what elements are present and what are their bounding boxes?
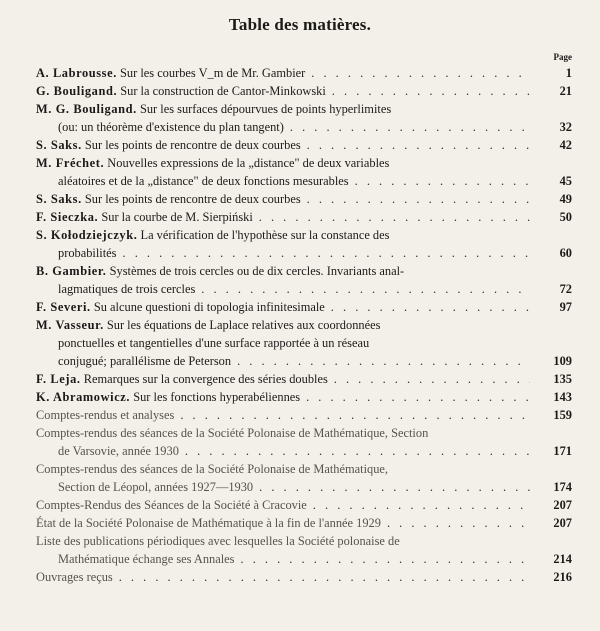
toc-title: Su alcune questioni di topologia infinitesimale [93,300,325,314]
toc-author: S. Saks. [36,138,82,152]
page-number: 143 [553,390,572,404]
page-number: 207 [553,516,572,530]
toc-author: M. Vasseur. [36,318,104,332]
page-number: 216 [553,570,572,584]
toc-entry-text [36,226,389,244]
toc-entry [36,226,572,262]
toc-title: Sur la construction de Cantor-Minkowski [120,84,326,98]
dot-leader [307,136,530,154]
toc-entry [36,406,572,424]
dot-leader [290,118,530,136]
toc-entry-line [36,568,572,586]
page-number: 97 [559,300,572,314]
toc-entry-text [58,550,235,568]
toc-entry-line [36,172,572,190]
toc-entry-text [36,82,326,100]
toc-title: Mathématique échange ses Annales [58,552,235,566]
toc-entry-line [36,262,572,280]
dot-leader [331,298,530,316]
toc-author: F. Severi. [36,300,91,314]
toc-title: Remarques sur la convergence des séries doubles [83,372,328,386]
toc-entry [36,460,572,496]
toc-entry [36,370,572,388]
toc-entry-line [36,82,572,100]
toc-entry-line [36,460,572,478]
toc-title: Systèmes de trois cercles ou de dix cercles. Invariants anal- [109,264,405,278]
toc-entry [36,496,572,514]
toc-list [36,64,572,586]
toc-entry-text [58,280,195,298]
toc-entry-line [36,298,572,316]
toc-entry-text [36,316,380,334]
toc-entry-line [36,370,572,388]
page-number: 109 [553,354,572,368]
dot-leader [311,64,530,82]
toc-entry-text [36,370,328,388]
page-number: 171 [553,444,572,458]
toc-author: G. Bouligand. [36,84,118,98]
toc-title: Liste des publications périodiques avec lesquelles la Société polonaise de [36,534,400,548]
page-number: 159 [553,408,572,422]
toc-entry-text [36,406,174,424]
page-column-header: Page [553,52,572,62]
toc-entry-line [36,550,572,568]
dot-leader [334,370,530,388]
toc-entry-line [36,100,572,118]
toc-title: Sur les points de rencontre de deux courbes [84,192,301,206]
page-number: 42 [559,138,572,152]
toc-entry-text [36,460,388,478]
dot-leader [123,244,531,262]
toc-title: de Varsovie, année 1930 [58,444,179,458]
dot-leader [259,208,530,226]
page-number: 50 [559,210,572,224]
toc-entry-line [36,334,572,352]
toc-entry-text [36,424,428,442]
toc-entry-line [36,478,572,496]
toc-title: Sur les équations de Laplace relatives aux coordonnées [106,318,381,332]
toc-entry-text [36,190,301,208]
page-number: 45 [559,174,572,188]
toc-entry [36,424,572,460]
toc-entry-line [36,244,572,262]
toc-entry-line [36,406,572,424]
toc-entry-line [36,352,572,370]
toc-entry-text [58,352,231,370]
dot-leader [241,550,530,568]
toc-entry-text [36,496,307,514]
page-number: 174 [553,480,572,494]
dot-leader [185,442,530,460]
toc-author: S. Kołodziejczyk. [36,228,138,242]
toc-author: M. Fréchet. [36,156,105,170]
dot-leader [313,496,530,514]
toc-title: Comptes-rendus des séances de la Société Polonaise de Mathématique, [36,462,389,476]
toc-title: ponctuelles et tangentielles d'une surface rapportée à un réseau [58,336,370,350]
page-number: 49 [559,192,572,206]
toc-entry-line [36,190,572,208]
toc-title: probabilités [58,246,117,260]
toc-entry-text [58,478,253,496]
page-number: 135 [553,372,572,386]
toc-title: Comptes-rendus et analyses [36,408,175,422]
toc-entry [36,82,572,100]
toc-entry [36,190,572,208]
toc-title: Sur les surfaces dépourvues de points hyperlimites [139,102,392,116]
toc-entry-text [36,100,391,118]
page-number: 207 [553,498,572,512]
toc-entry-line [36,136,572,154]
toc-entry-text [36,532,400,550]
toc-author: K. Abramowicz. [36,390,131,404]
toc-entry-line [36,64,572,82]
toc-entry-text [36,154,389,172]
toc-entry-text [36,208,253,226]
toc-entry-line [36,226,572,244]
toc-title: Sur les points de rencontre de deux courbes [84,138,301,152]
toc-entry [36,298,572,316]
toc-entry-text [36,298,325,316]
dot-leader [387,514,530,532]
toc-entry-text [36,388,300,406]
toc-title: Comptes-rendus des séances de la Société Polonaise de Mathématique, Section [36,426,429,440]
dot-leader [259,478,530,496]
page-number: 72 [559,282,572,296]
page-number: 60 [559,246,572,260]
toc-entry-text [36,64,305,82]
toc-entry-line [36,280,572,298]
toc-author: S. Saks. [36,192,82,206]
toc-entry-line [36,442,572,460]
toc-entry [36,568,572,586]
dot-leader [306,388,530,406]
toc-entry [36,136,572,154]
dot-leader [307,190,530,208]
page-number: 21 [559,84,572,98]
page-number: 1 [565,66,572,80]
toc-entry-text [36,262,404,280]
toc-entry-text [58,118,284,136]
toc-entry-text [36,514,381,532]
toc-entry-line [36,316,572,334]
toc-entry-line [36,388,572,406]
toc-author: A. Labrousse. [36,66,117,80]
dot-leader [201,280,530,298]
toc-entry-line [36,208,572,226]
toc-entry-line [36,514,572,532]
toc-entry [36,262,572,298]
toc-entry-text [36,568,113,586]
toc-title: Section de Léopol, années 1927—1930 [58,480,254,494]
toc-title: Nouvelles expressions de la „distance" de deux variables [107,156,390,170]
toc-title: La vérification de l'hypothèse sur la constance des [140,228,390,242]
toc-entry-text [58,172,349,190]
toc-title: Sur les courbes V_m de Mr. Gambier [120,66,306,80]
toc-title: Sur les fonctions hyperabéliennes [133,390,301,404]
toc-entry-line [36,118,572,136]
toc-author: B. Gambier. [36,264,107,278]
toc-title: lagmatiques de trois cercles [58,282,196,296]
toc-entry [36,154,572,190]
toc-entry [36,514,572,532]
toc-entry [36,208,572,226]
toc-entry-line [36,496,572,514]
toc-entry [36,64,572,82]
dot-leader [119,568,530,586]
dot-leader [237,352,530,370]
toc-entry [36,100,572,136]
toc-title: Sur la courbe de M. Sierpiński [101,210,253,224]
toc-entry-text [58,334,369,352]
page-number: 214 [553,552,572,566]
toc-title: conjugué; parallélisme de Peterson [58,354,232,368]
toc-entry-line [36,424,572,442]
toc-entry-text [36,136,301,154]
toc-title: aléatoires et de la „distance" de deux fonctions mesurables [58,174,349,188]
page-title: Table des matières. [228,15,372,34]
toc-entry-text [58,244,117,262]
toc-entry-line [36,532,572,550]
toc-entry [36,388,572,406]
toc-title: État de la Société Polonaise de Mathématique à la fin de l'année 1929 [36,516,381,530]
page-number: 32 [559,120,572,134]
toc-author: M. G. Bouligand. [36,102,137,116]
toc-title: (ou: un théorème d'existence du plan tangent) [58,120,284,134]
toc-author: F. Sieczka. [36,210,99,224]
dot-leader [332,82,530,100]
toc-title: Ouvrages reçus [36,570,113,584]
toc-entry [36,316,572,370]
toc-title: Comptes-Rendus des Séances de la Société à Cracovie [36,498,307,512]
dot-leader [355,172,530,190]
toc-entry-text [58,442,179,460]
toc-author: F. Leja. [36,372,81,386]
toc-entry [36,532,572,568]
toc-entry-line [36,154,572,172]
dot-leader [180,406,530,424]
